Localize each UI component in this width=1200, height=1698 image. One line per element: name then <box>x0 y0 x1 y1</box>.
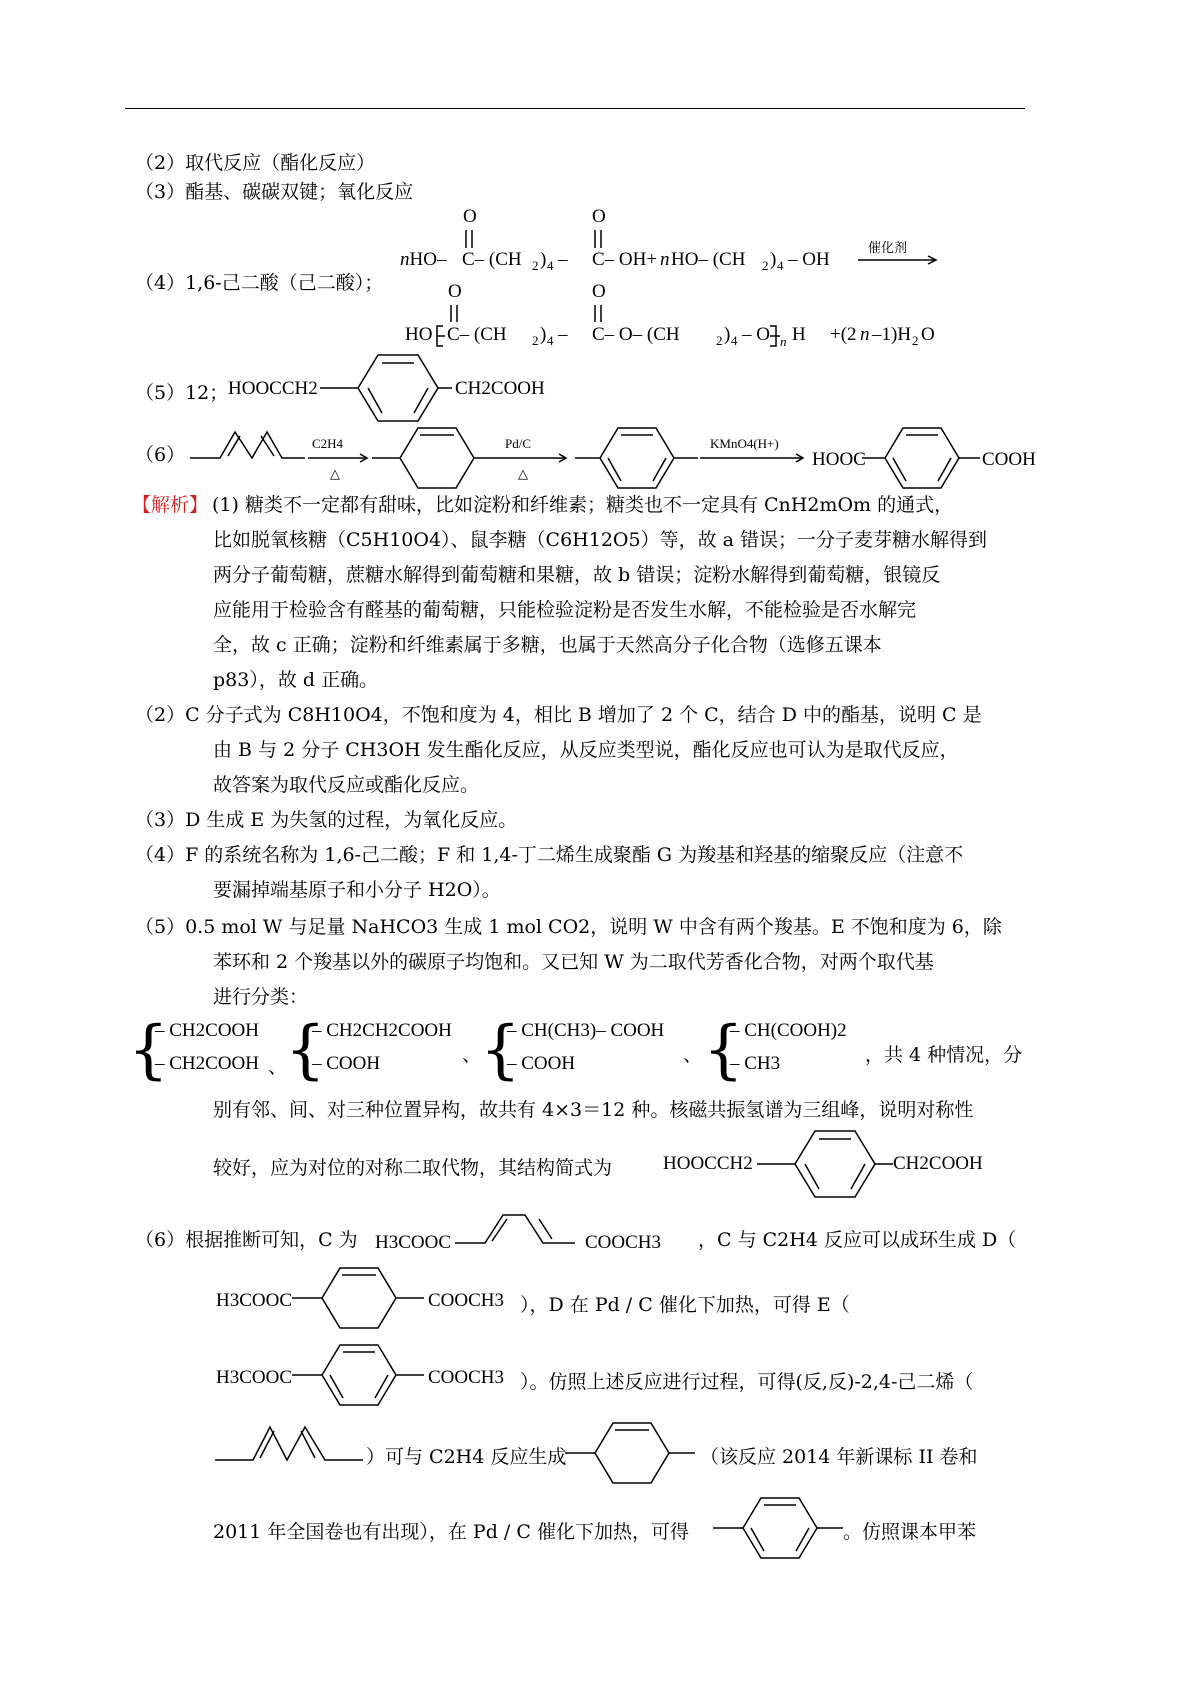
brace: { <box>285 1013 326 1087</box>
svg-text:C– (CH: C– (CH <box>462 249 522 270</box>
svg-text:HO: HO <box>405 324 433 345</box>
svg-text:+(2: +(2 <box>830 324 857 345</box>
group-4-a: – CH(COOH)2 <box>730 1020 847 1041</box>
e-right-group: COOCH3 <box>428 1367 505 1388</box>
analysis-4-line-0: （4）F 的系统名称为 1,6-己二酸；F 和 1,4-丁二烯生成聚酯 G 为羧基和羟基的缩聚反应（注意不 <box>135 844 964 866</box>
svg-text:–1)H: –1)H <box>872 324 912 345</box>
group-1-b: – CH2COOH <box>155 1053 259 1074</box>
svg-text:2: 2 <box>912 333 919 348</box>
reagent-2: Pd/C <box>505 436 532 451</box>
group-3-b: – COOH <box>507 1053 576 1074</box>
polyester-equation <box>0 0 1200 360</box>
group-sep: 、 <box>268 1057 288 1078</box>
analysis-2-line-0: （2）C 分子式为 C8H10O4，不饱和度为 4，相比 B 增加了 2 个 C，结合 D 中的酯基，说明 C 是 <box>135 704 982 726</box>
svg-text:4: 4 <box>731 333 738 348</box>
d-left-group: H3COOC <box>216 1290 293 1311</box>
benzene-ring-icon <box>292 1337 432 1417</box>
reagent-1: C2H4 <box>312 436 344 451</box>
svg-text:): ) <box>540 249 547 270</box>
analysis-1-line-3: 应能用于检验含有醛基的葡萄糖，只能检验淀粉是否发生水解，不能检验是否水解完 <box>213 599 917 621</box>
condition-2: △ <box>518 466 528 481</box>
answer-5-left-group: HOOCCH2 <box>228 378 318 399</box>
analysis-5-line-4: 较好，应为对位的对称二取代物，其结构简式为 <box>213 1157 613 1179</box>
svg-text:4: 4 <box>547 258 554 273</box>
group-2-b: – COOH <box>312 1053 381 1074</box>
svg-text:– OH: – OH <box>788 249 830 270</box>
analysis-1-line-5: p83），故 d 正确。 <box>213 669 379 691</box>
answer-5-label: （5）12； <box>135 382 229 404</box>
analysis-6-tail-2: ）。仿照上述反应进行过程，可得(反,反)-2,4-己二烯（ <box>520 1371 974 1393</box>
svg-text:H: H <box>792 324 806 345</box>
svg-text:): ) <box>770 249 777 270</box>
answer-2: （2）取代反应（酯化反应） <box>135 152 376 174</box>
svg-text:O: O <box>463 206 477 227</box>
reagent-3: KMnO4(H+) <box>710 436 779 451</box>
group-sep: 、 <box>683 1045 703 1066</box>
svg-text:4: 4 <box>547 333 554 348</box>
svg-text:2: 2 <box>716 333 723 348</box>
analysis-1-line-1: 比如脱氧核糖（C5H10O4）、鼠李糖（C6H12O5）等，故 a 错误；一分子麦芽糖水解得到 <box>213 529 987 551</box>
svg-text:n: n <box>860 324 870 345</box>
brace: { <box>128 1013 169 1087</box>
svg-text:n: n <box>780 334 787 349</box>
group-1-a: – CH2COOH <box>155 1020 259 1041</box>
w-left-group: HOOCCH2 <box>663 1153 753 1174</box>
analysis-1-line-0: (1) 糖类不一定都有甜味，比如淀粉和纤维素；糖类也不一定具有 CnH2mOm 的通式， <box>212 494 954 516</box>
brace: { <box>703 1013 744 1087</box>
svg-text:–: – <box>558 249 568 270</box>
svg-text:): ) <box>724 324 731 345</box>
svg-text:4: 4 <box>777 258 784 273</box>
analysis-tag: 【解析】 <box>132 494 209 516</box>
svg-text:): ) <box>540 324 547 345</box>
analysis-6-tail-4: 。仿照课本甲苯 <box>843 1521 977 1543</box>
svg-text:C– (CH: C– (CH <box>447 324 507 345</box>
analysis-2-line-2: 故答案为取代反应或酯化反应。 <box>213 774 480 796</box>
groups-tail: ，共 4 种情况，分 <box>865 1044 1023 1066</box>
analysis-6-line-0: （6）根据推断可知，C 为 <box>135 1229 358 1251</box>
svg-text:2: 2 <box>532 258 539 273</box>
e-left-group: H3COOC <box>216 1367 293 1388</box>
analysis-6-mid-3: ）可与 C2H4 反应生成 <box>366 1446 567 1468</box>
benzene-ring-icon <box>320 350 460 430</box>
svg-text:O: O <box>592 281 606 302</box>
analysis-5-line-1: 苯环和 2 个羧基以外的碳原子均饱和。又已知 W 为二取代芳香化合物，对两个取代基 <box>213 951 934 973</box>
analysis-3: （3）D 生成 E 为失氢的过程，为氧化反应。 <box>135 809 518 831</box>
synthesis-route <box>0 420 1200 500</box>
diene-diester-structure <box>455 1205 595 1265</box>
svg-text:– O: – O <box>742 324 770 345</box>
product-right: COOH <box>982 449 1036 470</box>
analysis-6-tail-1: ），D 在 Pd / C 催化下加热，可得 E（ <box>520 1294 850 1316</box>
svg-text:O: O <box>592 206 606 227</box>
group-4-b: – CH3 <box>730 1053 781 1074</box>
svg-text:O: O <box>921 324 935 345</box>
product-left: HOOC <box>812 449 866 470</box>
svg-text:C– O– (CH: C– O– (CH <box>592 324 680 345</box>
group-sep: 、 <box>462 1045 482 1066</box>
c-left-group: H3COOC <box>375 1232 452 1253</box>
condition-1: △ <box>330 466 340 481</box>
answer-3: （3）酯基、碳碳双键；氧化反应 <box>135 181 414 203</box>
group-3-a: – CH(CH3)– COOH <box>507 1020 665 1041</box>
group-2-a: – CH2CH2COOH <box>312 1020 452 1041</box>
svg-text:C– OH+: C– OH+ <box>592 249 658 270</box>
svg-text:HO– (CH: HO– (CH <box>671 249 746 270</box>
svg-text:–: – <box>558 324 568 345</box>
eq-top-text: nHO– <box>400 249 447 270</box>
analysis-5-line-0: （5）0.5 mol W 与足量 NaHCO3 生成 1 mol CO2，说明 W 中含有两个羧基。E 不饱和度为 6，除 <box>135 916 1002 938</box>
svg-text:n: n <box>660 249 670 270</box>
analysis-5-line-2: 进行分类： <box>213 986 309 1008</box>
svg-text:2: 2 <box>532 333 539 348</box>
svg-text:O: O <box>448 281 462 302</box>
w-right-group: CH2COOH <box>893 1153 983 1174</box>
catalyst-label: 催化剂 <box>868 240 908 255</box>
cyclohexene-ring-icon <box>292 1260 432 1340</box>
svg-text:2: 2 <box>762 258 769 273</box>
analysis-1-line-2: 两分子葡萄糖，蔗糖水解得到葡萄糖和果糖，故 b 错误；淀粉水解得到葡萄糖，银镜反 <box>213 564 941 586</box>
analysis-6-tail-3: （该反应 2014 年新课标 II 卷和 <box>700 1446 978 1468</box>
answer-4-label: （4）1,6-己二酸（己二酸）； <box>135 272 384 294</box>
analysis-5-line-3: 别有邻、间、对三种位置异构，故共有 4×3＝12 种。核磁共振氢谱为三组峰，说明对称性 <box>213 1099 974 1121</box>
analysis-2-line-1: 由 B 与 2 分子 CH3OH 发生酯化反应，从反应类型说，酯化反应也可认为是取代反应， <box>213 739 959 761</box>
analysis-1-line-4: 全，故 c 正确；淀粉和纤维素属于多糖，也属于天然高分子化合物（选修五课本 <box>213 634 882 656</box>
brace: { <box>480 1013 521 1087</box>
benzene-ring-icon <box>757 1126 897 1206</box>
analysis-4-line-1: 要漏掉端基原子和小分子 H2O）。 <box>213 879 501 901</box>
d-right-group: COOCH3 <box>428 1290 505 1311</box>
analysis-6-tail-0: ，C 与 C2H4 反应可以成环生成 D（ <box>698 1229 1017 1251</box>
hexadiene-structure <box>215 1415 375 1475</box>
answer-6-label: （6） <box>135 444 186 466</box>
answer-5-right-group: CH2COOH <box>455 378 545 399</box>
analysis-6-line-4: 2011 年全国卷也有出现），在 Pd / C 催化下加热，可得 <box>213 1521 689 1543</box>
c-right-group: COOCH3 <box>585 1232 662 1253</box>
